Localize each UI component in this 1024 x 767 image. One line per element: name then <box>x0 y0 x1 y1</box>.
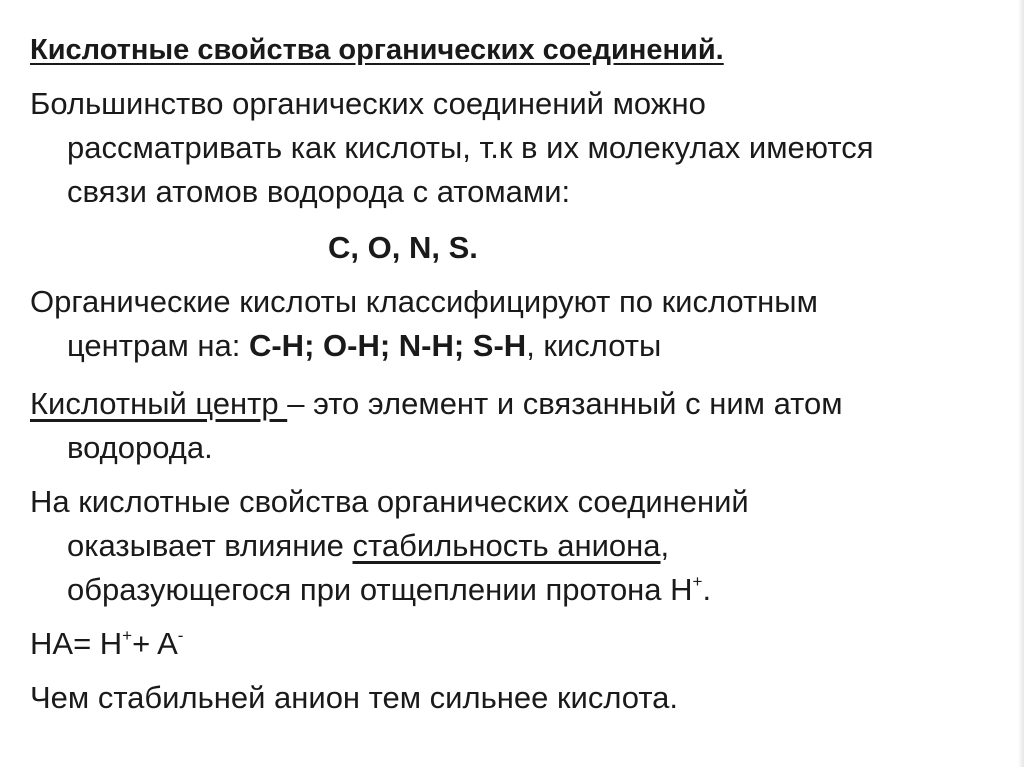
p4-line3-prefix: образующегося при отщеплении протона H <box>67 572 693 607</box>
acid-center-term: Кислотный центр <box>30 386 288 421</box>
eq-anion-charge: - <box>177 626 184 645</box>
p2-line1: Органические кислоты классифицируют по кислотным <box>30 284 818 319</box>
p4-line2-suffix: , <box>660 528 670 563</box>
p2-line2 <box>30 324 818 368</box>
paragraph-conclusion: Чем стабильней анион тем сильнее кислота. <box>30 680 679 715</box>
proton-charge: + <box>692 572 703 591</box>
p1-line3: связи атомов водорода с атомами: <box>67 174 571 209</box>
paragraph-anion-stability <box>30 480 749 612</box>
acid-centers: C-H; O-H; N-H; S-H <box>248 328 527 363</box>
p4-line2 <box>30 524 749 568</box>
paragraph-acids-intro <box>30 82 874 214</box>
p2-line2-prefix: центрам на: <box>67 328 249 363</box>
eq-part-a: HA= H <box>30 626 123 661</box>
p3-line2: водорода. <box>67 430 213 465</box>
paragraph-acid-center-definition <box>30 382 843 470</box>
atoms-list: C, O, N, S. <box>328 230 478 265</box>
p1-line2: рассматривать как кислоты, т.к в их молекулах имеются <box>67 130 874 165</box>
p4-line1: На кислотные свойства органических соединений <box>30 484 749 519</box>
slide-title: Кислотные свойства органических соединений. <box>30 34 724 66</box>
dissociation-equation <box>30 622 183 666</box>
p2-line2-suffix: , кислоты <box>526 328 662 363</box>
p3-line1-rest: – это элемент и связанный с ним атом <box>287 386 843 421</box>
paragraph-classification <box>30 280 818 368</box>
anion-stability-term: стабильность аниона <box>352 528 661 563</box>
p4-line3 <box>30 568 749 612</box>
p4-line3-suffix: . <box>702 572 712 607</box>
eq-cation-charge: + <box>122 626 133 645</box>
eq-part-b: + A <box>132 626 178 661</box>
p4-line2-prefix: оказывает влияние <box>67 528 353 563</box>
edge-shadow <box>1018 0 1024 767</box>
p1-line1: Большинство органических соединений можно <box>30 86 706 121</box>
